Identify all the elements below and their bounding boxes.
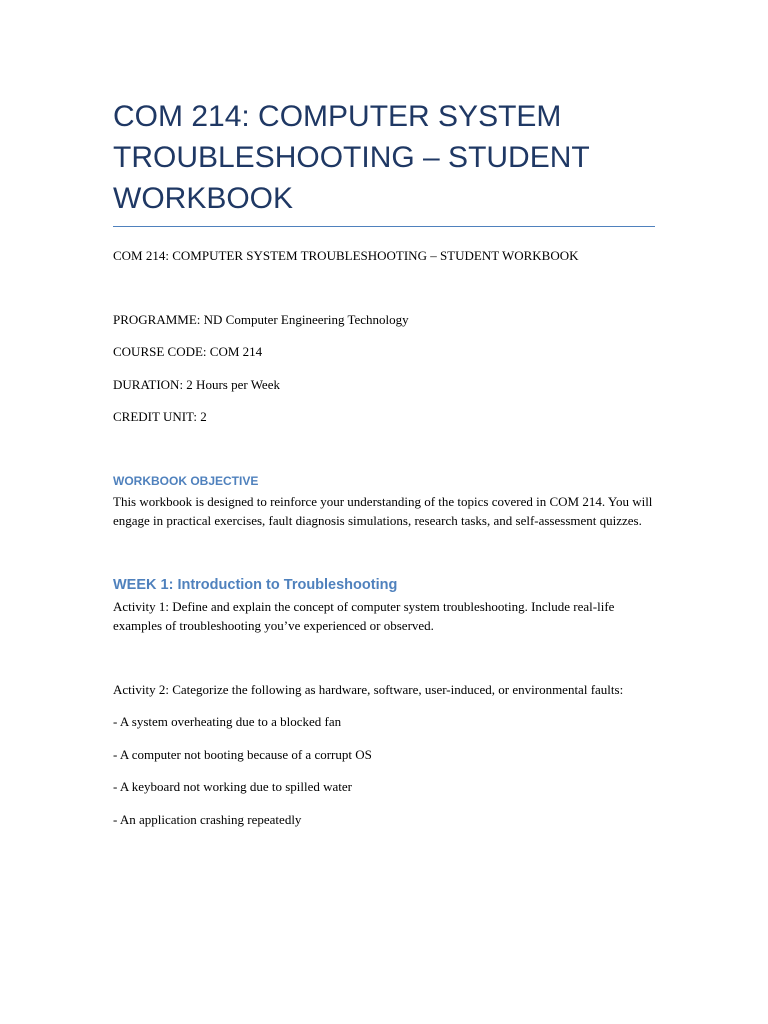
list-item: - An application crashing repeatedly (113, 811, 302, 827)
credit-unit-line: CREDIT UNIT: 2 (113, 409, 207, 424)
duration-line: DURATION: 2 Hours per Week (113, 376, 280, 392)
activity-1: Activity 1: Define and explain the concept of computer system troubleshooting. Include real-life examples of troubleshooting you’ve experienced or observed. (113, 598, 615, 633)
week1-heading: WEEK 1: Introduction to Troubleshooting (113, 576, 398, 593)
list-item: - A system overheating due to a blocked fan (113, 714, 342, 729)
list-item: - A keyboard not working due to spilled water (113, 779, 353, 794)
document-title: COM 214: COMPUTER SYSTEM TROUBLESHOOTING – STUDENT WORKBOOK (113, 96, 655, 227)
programme-line: PROGRAMME: ND Computer Engineering Technology (113, 311, 409, 327)
objective-heading: WORKBOOK OBJECTIVE (113, 473, 259, 488)
course-code-line: COURSE CODE: COM 214 (113, 344, 263, 359)
activity-2: Activity 2: Categorize the following as hardware, software, user-induced, or environmental faults: (113, 681, 624, 697)
document-subtitle: COM 214: COMPUTER SYSTEM TROUBLESHOOTING – STUDENT WORKBOOK (113, 248, 579, 263)
list-item: - A computer not booting because of a corrupt OS (113, 746, 372, 762)
objective-text: This workbook is designed to reinforce your understanding of the topics covered in COM 214. You will engage in practical exercises, fault diagnosis simulations, research tasks, and self-assessment quizzes. (113, 493, 653, 528)
document-page (113, 96, 655, 829)
